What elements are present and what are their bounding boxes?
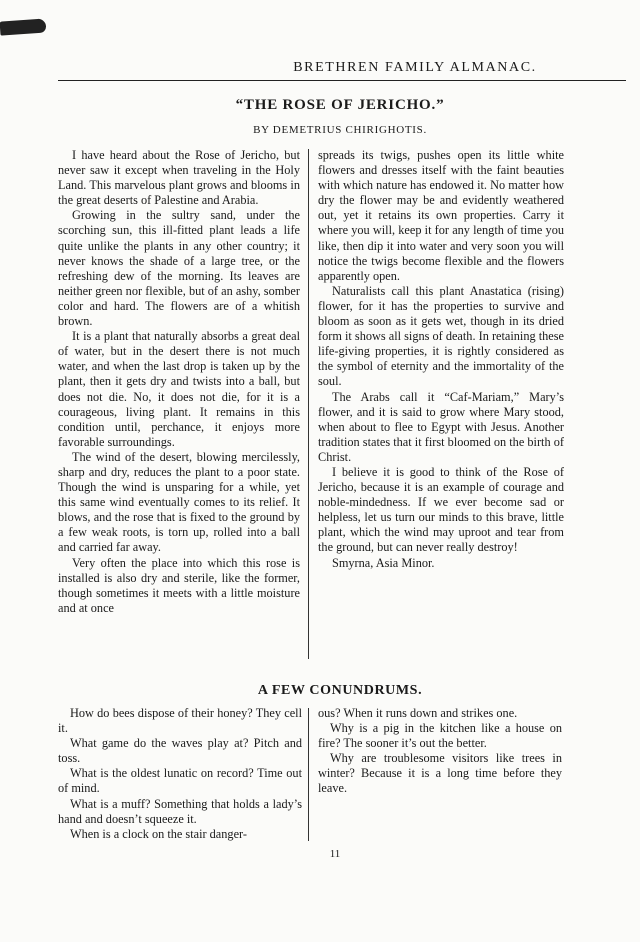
paragraph: I have heard about the Rose of Jericho, but never saw it except when traveling in the Holy Land. This marvelous plant grows and blooms in the great deserts of Palestine and Arabia. [58,148,300,208]
conundrum-item: What is the oldest lunatic on record? Time out of mind. [58,766,302,796]
article-title: “THE ROSE OF JERICHO.” [235,97,445,113]
paragraph: It is a plant that naturally absorbs a great deal of water, but in the desert there is not much water, and when the last drop is taken up by the plant, then it gets dry and twists into a ball, but does not die. No, it does not die, for it is a courageous, living plant. It remains in this condition until, perchance, it enjoys more favorable surroundings. [58,329,300,449]
conundrum-item: What is a muff? Something that holds a lady’s hand and doesn’t squeeze it. [58,796,302,826]
conundrum-item: What game do the waves play at? Pitch and toss. [58,736,302,766]
paragraph-continuation: spreads its twigs, pushes open its little white flowers and dresses itself with the faint beauties with which nature has endowed it. No matter how dry the flower may be and evidently weathered out, yet it retains its own properties. Carry it where you will, keep it for any length of time you like, then dip it into water and very soon you will notice the twigs become flexible and the flowers apparently open. [318,148,564,283]
article-byline: BY DEMETRIUS CHIRIGHOTIS. [253,124,427,136]
conundrums-right-column [318,706,562,797]
paragraph: The Arabs call it “Caf-Mariam,” Mary’s flower, and it is said to grow where Mary stood, when about to flee to Egypt with Jesus. Another tradition states that it first bloomed on the birth of Christ. [318,389,564,464]
running-header: BRETHREN FAMILY ALMANAC. [293,60,537,75]
conundrums-left-column [58,706,302,842]
page-number: 11 [329,848,341,860]
paragraph: The wind of the desert, blowing mercilessly, sharp and dry, reduces the plant to a poor state. Though the wind is unsparing for a while, yet this same wind eventually comes to its relief. It blows, and the rose that is fixed to the ground by a few weak roots, is torn up, rolled into a ball and carried far away. [58,449,300,555]
column-divider [308,708,309,841]
article-signoff: Smyrna, Asia Minor. [332,555,435,570]
conundrum-item: Why are troublesome visitors like trees in winter? Because it is a long time before they leave. [318,751,562,796]
article-left-column [58,148,300,616]
conundrum-item: When is a clock on the stair danger- [70,826,247,841]
header-rule [58,80,626,81]
conundrum-continuation: ous? When it runs down and strikes one. [318,706,518,720]
paragraph: Naturalists call this plant Anastatica (rising) flower, for it has the properties to survive and bloom as soon as it gets wet, though in its dried form it shows all signs of death. In retaining these life-giving properties, it is rightly considered as the symbol of eternity and the immortality of the soul. [318,283,564,389]
article-right-column [318,148,564,571]
paragraph: Very often the place into which this rose is installed is also dry and sterile, like the former, though sometimes it meets with a little moisture and at once [58,555,300,615]
conundrum-item: Why is a pig in the kitchen like a house on fire? The sooner it’s out the better. [318,721,562,751]
conundrum-item: How do bees dispose of their honey? They cell it. [58,706,302,736]
paragraph: Growing in the sultry sand, under the scorching sun, this ill-fitted plant leads a life quite unlike the plants in any other country; it never knows the shade of a large tree, or the refreshing dew of the morning. Its leaves are neither green nor flexible, but of an ashy, somber color and hard. The flowers are of a whitish brown. [58,208,300,329]
column-divider [308,149,309,659]
paragraph: I believe it is good to think of the Rose of Jericho, because it is an example of courage and noble-mindedness. If we ever become sad or helpless, let us turn our minds to this brave, little plant, which the wind may uproot and tear from the ground, but can never really destroy! [318,464,564,555]
conundrums-title: A FEW CONUNDRUMS. [257,683,423,698]
ink-smudge [0,18,46,35]
